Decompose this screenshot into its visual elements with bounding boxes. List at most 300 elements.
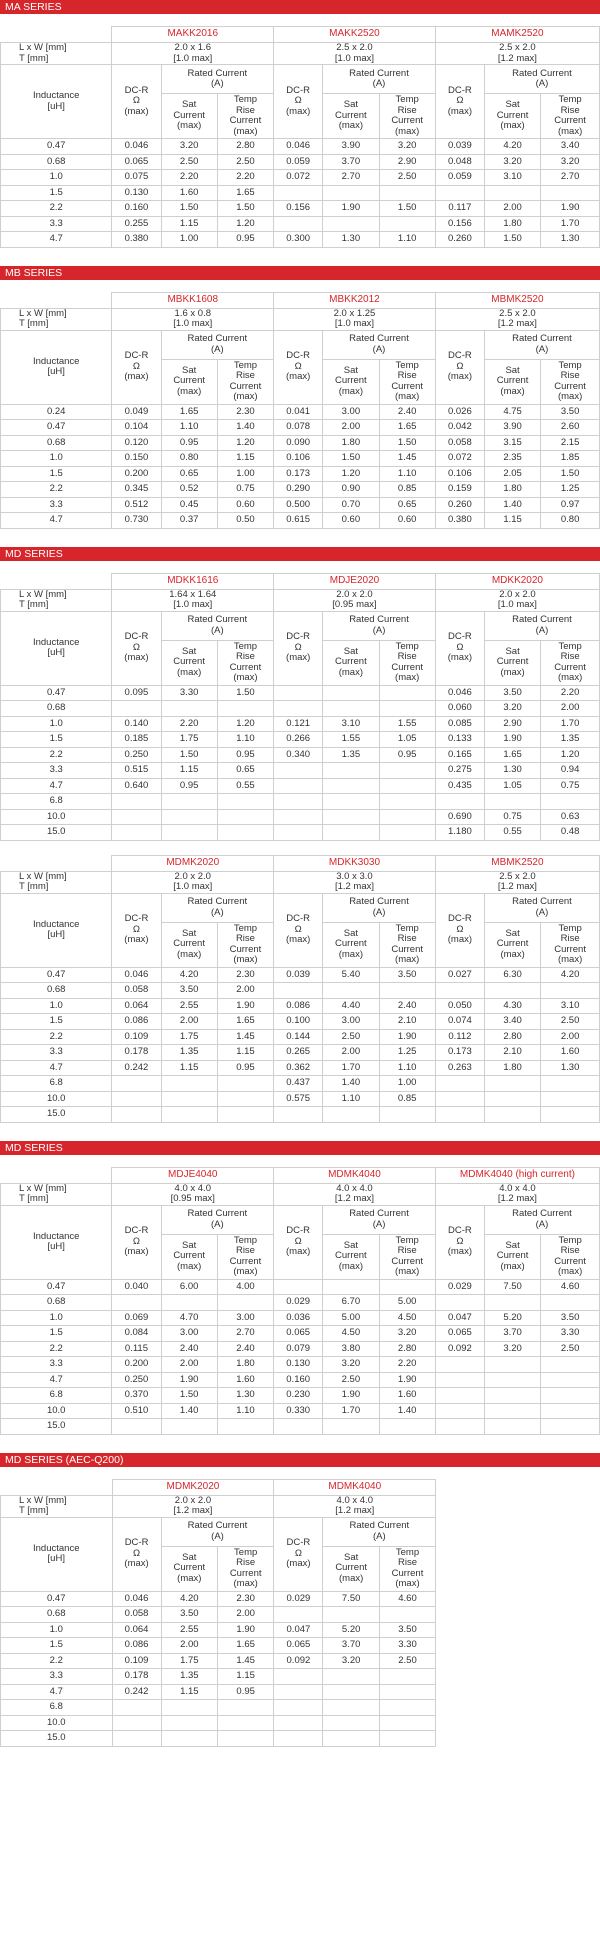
table-row — [1, 420, 600, 436]
table-row — [1, 794, 600, 810]
rated-current-unit: (A) — [372, 624, 386, 636]
lxw-label: L x W [mm] — [19, 307, 67, 319]
table-cell — [161, 1715, 217, 1731]
rated-current-header — [161, 893, 274, 922]
rated-current-header — [323, 893, 436, 922]
inductance-label: Inductance — [32, 636, 80, 648]
inductance-unit: [uH] — [47, 1241, 65, 1252]
dcr-label: DC-R — [286, 84, 311, 96]
inductance-value: 10.0 — [1, 809, 112, 825]
table-cell — [274, 1607, 323, 1623]
table-cell — [274, 794, 323, 810]
part-dimension — [274, 43, 436, 65]
table-row — [1, 1669, 600, 1685]
rated-current-label: Rated Current — [349, 1208, 409, 1219]
table-cell: 0.046 — [112, 967, 161, 983]
dimension-row — [1, 589, 600, 611]
table-cell: 0.121 — [274, 716, 323, 732]
table-cell — [379, 1107, 435, 1123]
table-cell — [217, 1091, 273, 1107]
max-label: (max) — [557, 672, 583, 683]
table-cell: 0.058 — [435, 435, 484, 451]
table-cell: 0.95 — [379, 747, 435, 763]
inductance-value: 0.47 — [1, 1279, 112, 1295]
table-cell: 1.35 — [161, 1669, 217, 1685]
ohm-label: Ω — [456, 923, 464, 935]
table-row — [1, 404, 600, 420]
table-cell: 0.255 — [112, 216, 161, 232]
table-cell — [435, 1091, 484, 1107]
table-cell — [541, 1403, 600, 1419]
inductance-value: 0.68 — [1, 435, 112, 451]
table-cell: 3.20 — [541, 154, 600, 170]
inductance-value: 2.2 — [1, 482, 112, 498]
max-label: (max) — [447, 1246, 473, 1258]
sat-current-header — [161, 1546, 217, 1591]
table-row — [1, 716, 600, 732]
table-cell: 3.50 — [484, 685, 540, 701]
table-cell: 0.029 — [274, 1591, 323, 1607]
table-cell: 0.260 — [435, 232, 484, 248]
height-value: [1.2 max] — [335, 1505, 375, 1516]
size-value: 4.0 x 4.0 — [499, 1182, 536, 1194]
rated-current-label: Rated Current — [187, 333, 248, 344]
table-cell — [112, 825, 161, 841]
table-cell: 0.064 — [112, 998, 161, 1014]
ohm-label: Ω — [456, 641, 464, 653]
table-cell: 0.615 — [274, 513, 323, 529]
height-value: [1.2 max] — [497, 1193, 537, 1204]
table-cell: 1.90 — [323, 1388, 379, 1404]
sat-current-header — [323, 94, 379, 139]
table-cell: 0.029 — [435, 1279, 484, 1295]
table-cell — [541, 185, 600, 201]
table-cell: 0.370 — [112, 1388, 161, 1404]
dcr-label: DC-R — [447, 84, 472, 96]
dcr-label: DC-R — [448, 1225, 472, 1237]
max-label: (max) — [395, 672, 420, 683]
table-cell: 1.80 — [484, 216, 540, 232]
table-cell: 0.200 — [112, 1357, 161, 1373]
table-cell: 2.40 — [161, 1341, 217, 1357]
rated-current-header — [484, 65, 599, 94]
dcr-header — [112, 330, 161, 404]
table-cell — [435, 1388, 484, 1404]
table-cell: 1.05 — [484, 778, 540, 794]
inductance-value: 6.8 — [1, 1388, 112, 1404]
table-cell: 0.80 — [161, 451, 217, 467]
table-cell — [161, 701, 217, 717]
height-value: [1.0 max] — [334, 318, 374, 329]
table-row — [1, 701, 600, 717]
part-number: MBMK2520 — [435, 855, 599, 871]
rated-current-label: Rated Current — [349, 67, 409, 79]
sat-current-header — [161, 1234, 217, 1279]
table-cell — [323, 216, 379, 232]
table-cell — [161, 1091, 217, 1107]
table-cell — [484, 1357, 540, 1373]
table-cell: 3.20 — [379, 1326, 435, 1342]
rated-current-unit: (A) — [372, 1218, 386, 1230]
empty-cell — [541, 1700, 600, 1716]
table-cell: 0.640 — [112, 778, 161, 794]
table-cell — [379, 701, 435, 717]
table-cell — [274, 825, 323, 841]
part-dimension — [112, 589, 274, 611]
max-label: (max) — [338, 120, 363, 132]
table-cell: 0.059 — [435, 170, 484, 186]
t-label: T [mm] — [19, 318, 49, 329]
table-cell: 0.95 — [217, 1684, 273, 1700]
table-cell: 0.040 — [112, 1279, 161, 1295]
inductance-header — [1, 611, 112, 685]
table-cell: 0.512 — [112, 497, 161, 513]
part-dimension — [274, 1495, 436, 1517]
table-cell: 1.45 — [379, 451, 435, 467]
part-dimension — [274, 589, 436, 611]
height-value: [1.2 max] — [497, 318, 537, 329]
table-cell: 7.50 — [323, 1591, 379, 1607]
temp-rise-header — [541, 640, 600, 685]
table-row — [1, 1326, 600, 1342]
inductance-value: 1.5 — [1, 732, 112, 748]
temp-label: Temp — [233, 922, 258, 934]
table-cell: 0.060 — [435, 701, 484, 717]
current-label: Current — [391, 1567, 424, 1579]
table-cell — [274, 809, 323, 825]
inductance-label: Inductance — [33, 1542, 80, 1554]
rated-current-header — [161, 1205, 274, 1234]
dcr-label: DC-R — [286, 1225, 311, 1237]
table-cell — [435, 1076, 484, 1092]
inductance-label: Inductance — [32, 355, 80, 367]
spec-table — [0, 292, 600, 529]
dcr-header — [112, 893, 161, 967]
ohm-label: Ω — [294, 923, 302, 935]
ohm-label: Ω — [132, 95, 141, 107]
table-cell: 0.500 — [274, 497, 323, 513]
table-cell: 0.074 — [435, 1014, 484, 1030]
table-cell — [274, 1684, 323, 1700]
rated-current-unit: (A) — [211, 1530, 224, 1542]
table-row — [1, 1419, 600, 1435]
table-cell: 0.266 — [274, 732, 323, 748]
empty-cell — [436, 1517, 600, 1591]
table-cell: 2.00 — [484, 201, 540, 217]
empty-cell — [485, 1622, 541, 1638]
table-cell: 0.109 — [112, 1029, 161, 1045]
table-cell: 1.90 — [323, 201, 379, 217]
table-cell: 0.275 — [435, 763, 484, 779]
table-row — [1, 1279, 600, 1295]
max-label: (max) — [557, 391, 583, 402]
table-cell: 0.95 — [161, 778, 217, 794]
table-cell — [112, 1731, 161, 1747]
inductance-value: 10.0 — [1, 1091, 112, 1107]
table-cell: 0.250 — [112, 747, 161, 763]
table-cell: 2.70 — [541, 170, 600, 186]
table-cell: 0.90 — [323, 482, 379, 498]
empty-cell — [436, 1495, 600, 1517]
inductance-value: 2.2 — [1, 201, 112, 217]
table-cell: 1.50 — [379, 435, 435, 451]
table-cell: 3.70 — [323, 154, 379, 170]
table-cell — [541, 1295, 600, 1311]
rated-current-unit: (A) — [210, 78, 224, 89]
dimension-label — [1, 589, 112, 611]
inductance-header — [1, 893, 112, 967]
dimension-row — [1, 308, 600, 330]
table-cell: 1.70 — [323, 1060, 379, 1076]
table-cell: 0.069 — [112, 1310, 161, 1326]
temp-rise-header — [379, 1234, 435, 1279]
table-cell: 0.45 — [161, 497, 217, 513]
header-row — [1, 611, 600, 640]
current-label: Current — [335, 1250, 367, 1262]
table-cell: 0.63 — [541, 809, 600, 825]
table-cell: 1.15 — [484, 513, 540, 529]
table-cell: 2.40 — [379, 998, 435, 1014]
inductance-label: Inductance — [32, 90, 80, 101]
table-cell: 4.60 — [541, 1279, 600, 1295]
temp-rise-header — [379, 640, 435, 685]
ohm-label: Ω — [294, 95, 302, 107]
current-label: Current — [173, 656, 205, 668]
table-cell: 1.60 — [541, 1045, 600, 1061]
table-cell: 3.30 — [541, 1326, 600, 1342]
table-cell: 0.104 — [112, 420, 161, 436]
inductance-value: 0.47 — [1, 967, 112, 983]
empty-cell — [541, 1607, 600, 1623]
table-row — [1, 983, 600, 999]
dimension-label — [1, 43, 112, 65]
rated-current-label: Rated Current — [187, 614, 248, 625]
dcr-header — [274, 1517, 323, 1591]
table-cell: 1.65 — [217, 185, 273, 201]
table-row — [1, 435, 600, 451]
size-value: 2.0 x 1.25 — [333, 307, 376, 319]
table-row — [1, 1341, 600, 1357]
table-cell: 1.65 — [379, 420, 435, 436]
rise-label: Rise — [560, 651, 580, 662]
rise-label: Rise — [397, 104, 417, 116]
inductance-value: 1.0 — [1, 451, 112, 467]
part-number: MDKK1616 — [112, 573, 274, 589]
table-cell: 0.95 — [217, 1060, 273, 1076]
table-cell: 0.60 — [379, 513, 435, 529]
dimension-row — [1, 1183, 600, 1205]
table-cell: 0.049 — [112, 404, 161, 420]
table-cell: 1.180 — [435, 825, 484, 841]
table-cell: 0.029 — [274, 1295, 323, 1311]
current-label: Current — [554, 1255, 586, 1267]
table-cell: 0.94 — [541, 763, 600, 779]
t-label: T [mm] — [19, 881, 49, 892]
part-dimension — [112, 1183, 274, 1205]
rated-current-label: Rated Current — [187, 1208, 248, 1219]
table-cell: 2.00 — [323, 1045, 379, 1061]
size-value: 4.0 x 4.0 — [336, 1494, 373, 1506]
size-value: 1.6 x 0.8 — [174, 307, 211, 319]
table-cell: 0.95 — [217, 747, 273, 763]
table-cell — [484, 794, 540, 810]
table-cell — [379, 1279, 435, 1295]
table-cell: 1.05 — [379, 732, 435, 748]
empty-cell — [436, 1684, 485, 1700]
table-row — [1, 1388, 600, 1404]
dcr-header — [274, 1205, 323, 1279]
current-label: Current — [229, 661, 262, 673]
inductance-value: 0.68 — [1, 983, 112, 999]
table-cell — [379, 1684, 435, 1700]
max-label: (max) — [124, 1558, 149, 1570]
max-label: (max) — [557, 1266, 583, 1277]
table-cell — [379, 794, 435, 810]
table-cell: 2.55 — [161, 1622, 217, 1638]
table-row — [1, 185, 600, 201]
table-row — [1, 763, 600, 779]
table-cell: 0.185 — [112, 732, 161, 748]
table-cell: 1.75 — [161, 1029, 217, 1045]
inductance-value: 4.7 — [1, 1684, 113, 1700]
current-label: Current — [173, 375, 205, 387]
table-cell — [323, 1669, 379, 1685]
table-row — [1, 451, 600, 467]
dimension-label — [1, 308, 112, 330]
table-cell: 3.20 — [323, 1357, 379, 1373]
part-dimension — [274, 308, 436, 330]
table-cell — [323, 983, 379, 999]
table-cell: 0.173 — [435, 1045, 484, 1061]
max-label: (max) — [338, 666, 364, 678]
table-cell: 1.35 — [161, 1045, 217, 1061]
table-cell — [323, 809, 379, 825]
series-title-bar: MD SERIES — [0, 547, 600, 561]
table-cell: 2.00 — [161, 1357, 217, 1373]
temp-label: Temp — [558, 922, 582, 934]
table-cell: 3.00 — [323, 1014, 379, 1030]
table-cell: 2.50 — [541, 1014, 600, 1030]
table-cell — [541, 1372, 600, 1388]
inductance-value: 4.7 — [1, 232, 112, 248]
table-cell: 1.25 — [379, 1045, 435, 1061]
part-dimension — [112, 43, 274, 65]
table-cell: 0.065 — [112, 154, 161, 170]
table-cell: 4.60 — [379, 1591, 435, 1607]
size-value: 2.5 x 2.0 — [499, 307, 536, 319]
current-label: Current — [496, 375, 529, 387]
lxw-label: L x W [mm] — [19, 588, 67, 600]
table-cell: 0.250 — [112, 1372, 161, 1388]
table-cell: 0.046 — [112, 1591, 161, 1607]
table-row — [1, 1107, 600, 1123]
max-label: (max) — [395, 1578, 420, 1589]
max-label: (max) — [500, 385, 525, 397]
table-cell: 1.50 — [161, 747, 217, 763]
empty-cell — [436, 1669, 485, 1685]
table-cell: 0.60 — [217, 497, 273, 513]
max-label: (max) — [177, 666, 202, 678]
inductance-value: 10.0 — [1, 1715, 113, 1731]
table-cell: 2.40 — [217, 1341, 273, 1357]
table-row — [1, 201, 600, 217]
table-cell: 0.178 — [112, 1045, 161, 1061]
table-cell: 2.00 — [541, 1029, 600, 1045]
empty-cell — [541, 1638, 600, 1654]
rated-current-label: Rated Current — [187, 1520, 248, 1531]
ohm-label: Ω — [294, 641, 302, 653]
size-value: 1.64 x 1.64 — [169, 588, 217, 600]
table-cell: 1.50 — [323, 451, 379, 467]
rated-current-unit: (A) — [210, 906, 224, 918]
table-cell: 1.50 — [379, 201, 435, 217]
inductance-value: 3.3 — [1, 216, 112, 232]
inductance-unit: [uH] — [47, 647, 65, 658]
table-cell — [435, 794, 484, 810]
table-cell: 2.40 — [379, 404, 435, 420]
table-cell: 1.35 — [541, 732, 600, 748]
table-cell: 2.50 — [379, 1653, 435, 1669]
sat-current-header — [323, 640, 379, 685]
part-number: MBKK1608 — [112, 292, 274, 308]
inductance-value: 10.0 — [1, 1403, 112, 1419]
empty-cell — [436, 1591, 485, 1607]
inductance-value: 2.2 — [1, 1029, 112, 1045]
sat-label: Sat — [505, 927, 520, 939]
table-cell: 0.140 — [112, 716, 161, 732]
table-cell — [323, 794, 379, 810]
max-label: (max) — [124, 652, 149, 664]
sat-current-header — [161, 94, 217, 139]
temp-rise-header — [541, 94, 600, 139]
max-label: (max) — [395, 1266, 420, 1277]
table-cell: 2.20 — [541, 685, 600, 701]
table-cell: 0.130 — [112, 185, 161, 201]
dcr-label: DC-R — [286, 350, 311, 362]
table-cell: 4.50 — [379, 1310, 435, 1326]
table-cell: 1.30 — [484, 763, 540, 779]
empty-cell — [1, 573, 112, 589]
inductance-label: Inductance — [32, 1230, 80, 1242]
table-cell — [112, 701, 161, 717]
temp-rise-header — [217, 1234, 273, 1279]
table-cell — [323, 1715, 379, 1731]
table-cell — [435, 1403, 484, 1419]
temp-rise-header — [217, 640, 273, 685]
rated-current-unit: (A) — [535, 1218, 549, 1230]
t-label: T [mm] — [19, 1193, 49, 1204]
table-cell — [112, 1295, 161, 1311]
table-cell — [379, 1700, 435, 1716]
table-cell: 2.60 — [541, 420, 600, 436]
inductance-unit: [uH] — [47, 100, 65, 112]
max-label: (max) — [124, 934, 149, 946]
table-cell — [323, 185, 379, 201]
size-value: 2.5 x 2.0 — [499, 870, 536, 882]
temp-rise-header — [541, 1234, 600, 1279]
table-cell: 0.095 — [112, 685, 161, 701]
table-cell — [323, 1700, 379, 1716]
table-cell: 1.20 — [541, 747, 600, 763]
spec-table — [0, 1167, 600, 1435]
table-cell: 1.40 — [161, 1403, 217, 1419]
table-cell: 2.10 — [484, 1045, 540, 1061]
table-cell: 1.75 — [161, 1653, 217, 1669]
table-cell: 2.55 — [161, 998, 217, 1014]
temp-rise-header — [379, 359, 435, 404]
size-value: 2.5 x 2.0 — [336, 42, 373, 53]
part-name-row — [1, 1167, 600, 1183]
